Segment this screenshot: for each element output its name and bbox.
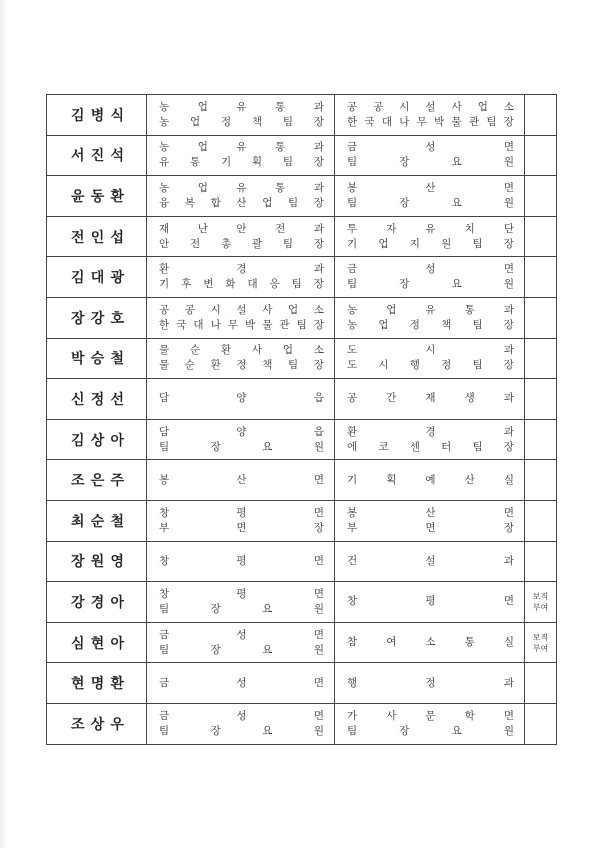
previous-position-line: 공 공 시 설 사 업 소 [159,303,324,316]
previous-position-line: 농 업 유 통 과 [159,181,324,194]
previous-position-line: 유 통 기 획 팀 장 [159,156,324,169]
previous-position [147,622,335,663]
previous-position [147,582,335,623]
new-position-line: 팀 장 요 원 [347,278,514,291]
remarks [525,338,557,379]
new-position-line: 봉 산 면 [347,181,514,194]
remarks [525,257,557,298]
employee-name-text: 장 원 영 [71,554,124,571]
remarks [525,379,557,420]
new-position [335,500,525,541]
employee-name-text: 김 대 광 [71,270,124,287]
previous-position-line: 안 전 총 괄 팀 장 [159,237,324,250]
previous-position [147,419,335,460]
table-row [47,257,557,298]
table-body [47,95,557,745]
new-position-line: 한 국 대 나 무 박 물 관 팀 장 [347,115,514,128]
table-row [47,460,557,501]
table-row [47,541,557,582]
employee-name-text: 조 은 주 [71,473,124,490]
remarks [525,419,557,460]
new-position [335,703,525,744]
new-position [335,176,525,217]
previous-position [147,176,335,217]
new-position [335,216,525,257]
employee-name [47,338,147,379]
table-row [47,135,557,176]
table-row [47,297,557,338]
new-position-line: 가 사 문 학 면 [347,709,514,722]
previous-position-line: 환 경 과 [159,263,324,276]
previous-position [147,541,335,582]
employee-name [47,460,147,501]
new-position-line: 참 여 소 통 실 [347,636,514,649]
previous-position-line: 담 양 읍 [159,425,324,438]
personnel-transfer-table [46,94,557,745]
new-position [335,541,525,582]
previous-position-line: 재 난 안 전 과 [159,222,324,235]
previous-position-line: 금 성 면 [159,628,324,641]
employee-name [47,135,147,176]
new-position-line: 금 성 면 [347,263,514,276]
table-row [47,419,557,460]
previous-position-line: 팀 장 요 원 [159,643,324,656]
previous-position-line: 팀 장 요 원 [159,602,324,615]
employee-name [47,500,147,541]
remarks [525,297,557,338]
new-position-line: 부 면 장 [347,521,514,534]
new-position [335,379,525,420]
employee-name-text: 서 진 석 [71,148,124,165]
new-position-line: 팀 장 요 원 [347,196,514,209]
new-position [335,257,525,298]
previous-position [147,703,335,744]
previous-position-line: 창 평 면 [159,554,324,567]
previous-position-line: 농 업 유 통 과 [159,141,324,154]
new-position-line: 팀 장 요 원 [347,724,514,737]
table-row [47,95,557,136]
new-position-line: 농 업 정 책 팀 장 [347,318,514,331]
previous-position [147,500,335,541]
previous-position-line: 농 업 유 통 과 [159,100,324,113]
employee-name-text: 최 순 철 [71,513,124,530]
remarks [525,541,557,582]
previous-position-line: 금 성 면 [159,709,324,722]
previous-position-line: 팀 장 요 원 [159,724,324,737]
new-position [335,622,525,663]
previous-position-line: 창 평 면 [159,506,324,519]
new-position-line: 행 정 과 [347,676,514,689]
new-position [335,135,525,176]
new-position-line: 투 자 유 치 단 [347,222,514,235]
new-position-line: 창 평 면 [347,595,514,608]
previous-position [147,379,335,420]
employee-name [47,257,147,298]
new-position-line: 팀 장 요 원 [347,156,514,169]
employee-name-text: 전 인 섭 [71,229,124,246]
employee-name [47,663,147,704]
previous-position [147,135,335,176]
remarks [525,176,557,217]
previous-position-line: 한 국 대 나 무 박 물 관 팀 장 [159,318,324,331]
previous-position-line: 물 순 환 정 책 팀 장 [159,359,324,372]
employee-name-text: 조 상 우 [71,716,124,733]
employee-name-text: 장 강 호 [71,310,124,327]
employee-name [47,379,147,420]
table-row [47,379,557,420]
new-position [335,419,525,460]
employee-name [47,419,147,460]
employee-name-text: 신 정 선 [71,391,124,408]
remarks [525,95,557,136]
previous-position-line: 금 성 면 [159,676,324,689]
employee-name-text: 강 경 아 [71,594,124,611]
previous-position-line: 융 복 합 산 업 팀 장 [159,196,324,209]
previous-position [147,663,335,704]
previous-position-line: 농 업 정 책 팀 장 [159,115,324,128]
remarks [525,703,557,744]
previous-position [147,297,335,338]
previous-position [147,216,335,257]
table-row [47,500,557,541]
new-position [335,582,525,623]
new-position-line: 금 성 면 [347,141,514,154]
employee-name-text: 김 병 식 [71,107,124,124]
new-position [335,95,525,136]
employee-name [47,582,147,623]
remarks [525,500,557,541]
employee-name-text: 심 현 아 [71,635,124,652]
previous-position [147,460,335,501]
previous-position-line: 팀 장 요 원 [159,440,324,453]
page-edge-shadow [0,0,7,848]
employee-name-text: 현 명 환 [71,676,124,693]
new-position-line: 도 시 행 정 팀 장 [347,359,514,372]
new-position-line: 에 코 센 터 팀 장 [347,440,514,453]
new-position-line: 기 획 예 산 실 [347,473,514,486]
table-row [47,216,557,257]
new-position-line: 도 시 과 [347,344,514,357]
table-row [47,703,557,744]
previous-position [147,257,335,298]
table-row [47,622,557,663]
new-position [335,338,525,379]
new-position [335,460,525,501]
employee-name-text: 김 상 아 [71,432,124,449]
new-position-line: 봉 산 면 [347,506,514,519]
new-position-line: 농 업 유 통 과 [347,303,514,316]
table-row [47,176,557,217]
table-row [47,582,557,623]
previous-position [147,338,335,379]
remarks [525,460,557,501]
new-position [335,663,525,704]
employee-name-text: 윤 동 환 [71,188,124,205]
employee-name [47,95,147,136]
previous-position-line: 부 면 장 [159,521,324,534]
new-position-line: 환 경 과 [347,425,514,438]
remarks [525,663,557,704]
table-row [47,338,557,379]
previous-position-line: 담 양 읍 [159,392,324,405]
new-position [335,297,525,338]
employee-name [47,176,147,217]
employee-name [47,703,147,744]
employee-name-text: 박 승 철 [71,351,124,368]
remarks: 보직 부여 [525,582,557,623]
new-position-line: 공 간 재 생 과 [347,392,514,405]
previous-position-line: 기 후 변 화 대 응 팀 장 [159,278,324,291]
employee-name [47,297,147,338]
new-position-line: 기 업 지 원 팀 장 [347,237,514,250]
previous-position-line: 창 평 면 [159,587,324,600]
previous-position [147,95,335,136]
remarks [525,135,557,176]
employee-name [47,216,147,257]
previous-position-line: 봉 산 면 [159,473,324,486]
remarks: 보직 부여 [525,622,557,663]
new-position-line: 공 공 시 설 사 업 소 [347,100,514,113]
remarks [525,216,557,257]
employee-name [47,541,147,582]
table-row [47,663,557,704]
previous-position-line: 물 순 환 사 업 소 [159,344,324,357]
new-position-line: 건 설 과 [347,554,514,567]
employee-name [47,622,147,663]
